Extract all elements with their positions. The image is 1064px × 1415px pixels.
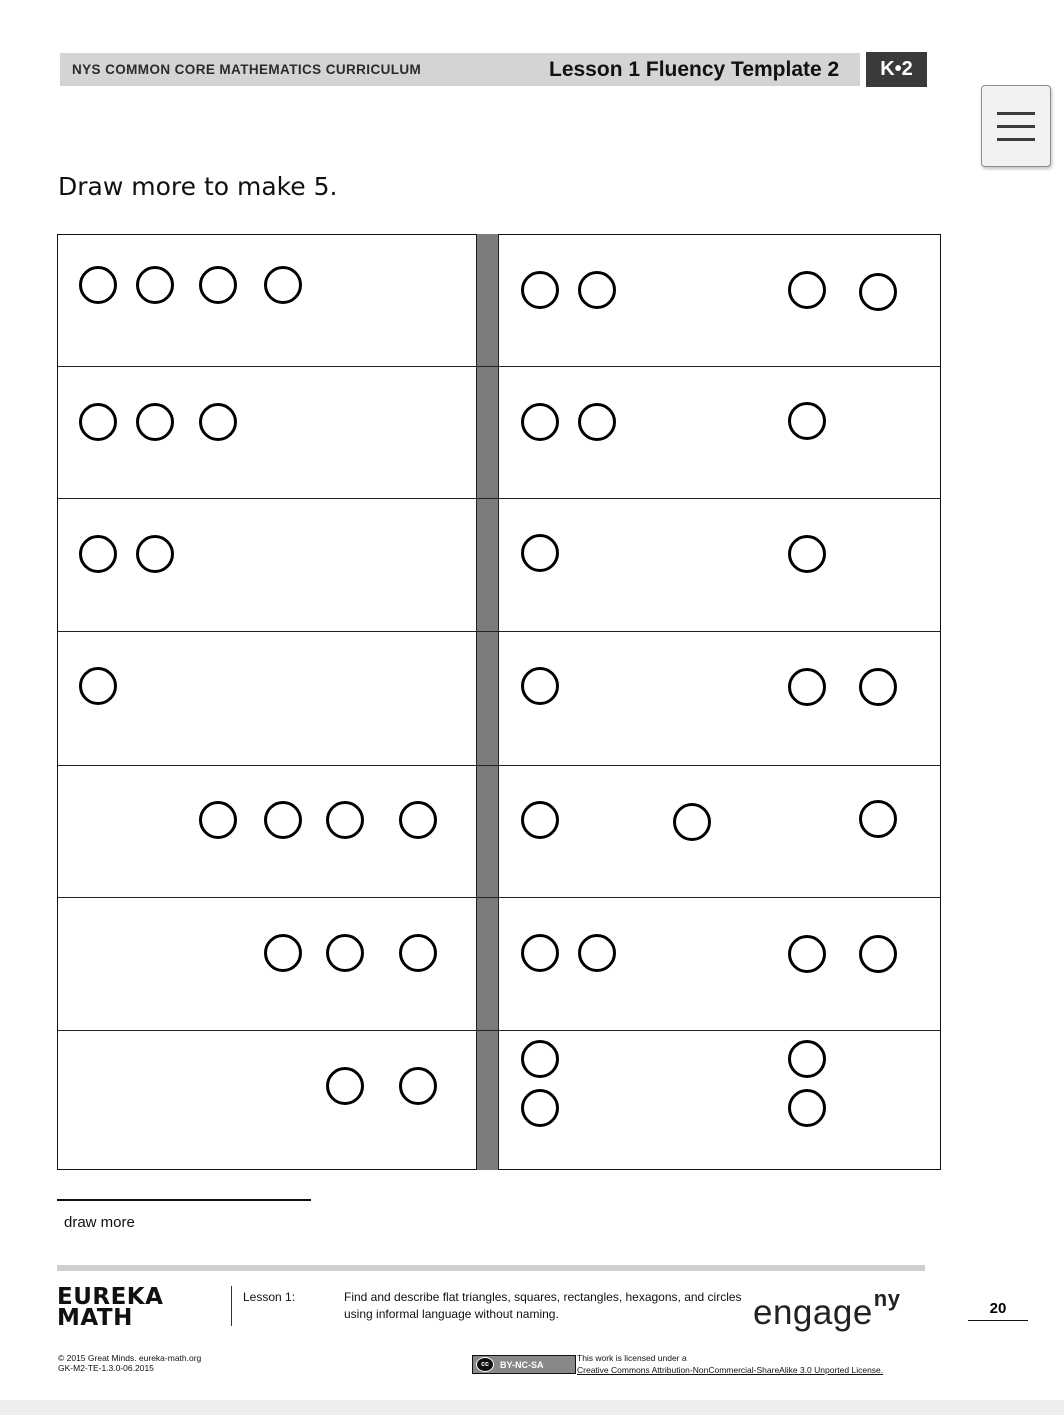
copyright <box>58 1353 201 1373</box>
lesson-label: Lesson 1: <box>243 1290 296 1304</box>
circle-icon <box>199 801 237 839</box>
circle-icon <box>521 934 559 972</box>
circle-icon <box>578 271 616 309</box>
hamburger-menu-icon <box>997 112 1035 115</box>
circle-icon <box>199 266 237 304</box>
circle-icon <box>326 1067 364 1105</box>
lesson-description: Find and describe flat triangles, squares, rectangles, hexagons, and circles using informal language without naming. <box>344 1290 742 1321</box>
circle-icon <box>521 403 559 441</box>
row-divider <box>57 631 941 632</box>
circle-icon <box>788 535 826 573</box>
license-line-1: This work is licensed under a <box>577 1353 687 1363</box>
license-link[interactable]: Creative Commons Attribution-NonCommercial-ShareAlike 3.0 Unported License. <box>577 1365 884 1375</box>
draw-more-label: draw more <box>64 1214 135 1231</box>
grade-module-badge: K•2 <box>866 52 927 87</box>
page-number: 20 <box>968 1300 1028 1321</box>
circle-icon <box>788 1089 826 1127</box>
copyright-line-2: GK-M2-TE-1.3.0-06.2015 <box>58 1363 154 1373</box>
circle-icon <box>578 403 616 441</box>
circle-icon <box>136 403 174 441</box>
logo-line-1: EUREKA <box>57 1284 164 1310</box>
row-divider <box>57 1030 941 1031</box>
row-divider <box>57 765 941 766</box>
circle-icon <box>399 934 437 972</box>
bottom-strip <box>0 1400 1064 1415</box>
circle-icon <box>136 535 174 573</box>
circle-icon <box>326 801 364 839</box>
circle-icon <box>136 266 174 304</box>
answer-line <box>57 1199 311 1201</box>
circle-icon <box>521 1089 559 1127</box>
circle-icon <box>859 800 897 838</box>
page-title: Lesson 1 Fluency Template 2 <box>549 58 840 81</box>
eureka-math-logo <box>57 1284 164 1331</box>
circle-icon <box>788 402 826 440</box>
circle-icon <box>521 667 559 705</box>
circle-icon <box>578 934 616 972</box>
circle-icon <box>79 667 117 705</box>
row-divider <box>57 366 941 367</box>
circle-icon <box>859 668 897 706</box>
brand-text: engage <box>753 1293 873 1332</box>
circle-icon <box>788 271 826 309</box>
circle-icon <box>788 668 826 706</box>
circle-icon <box>79 403 117 441</box>
instruction-text: Draw more to make 5. <box>58 172 338 201</box>
circle-icon <box>673 803 711 841</box>
footer-divider <box>231 1286 232 1326</box>
circle-icon <box>521 271 559 309</box>
license-text <box>577 1352 883 1376</box>
cc-badge-label: BY-NC-SA <box>500 1359 544 1370</box>
cc-license-badge[interactable] <box>472 1355 576 1374</box>
engageny-logo <box>753 1286 900 1333</box>
row-divider <box>57 498 941 499</box>
footer-rule <box>57 1265 925 1271</box>
circle-icon <box>264 934 302 972</box>
circle-icon <box>521 801 559 839</box>
logo-line-2: MATH <box>57 1305 133 1331</box>
circle-icon <box>521 534 559 572</box>
copyright-line-1: © 2015 Great Minds. eureka-math.org <box>58 1353 202 1363</box>
row-divider <box>57 897 941 898</box>
circle-icon <box>79 266 117 304</box>
menu-button[interactable] <box>981 85 1051 167</box>
curriculum-label: NYS COMMON CORE MATHEMATICS CURRICULUM <box>72 62 422 77</box>
creative-commons-icon: cc <box>476 1357 494 1372</box>
circle-icon <box>399 1067 437 1105</box>
circle-icon <box>859 273 897 311</box>
circle-icon <box>264 801 302 839</box>
brand-sup: ny <box>873 1286 901 1311</box>
circle-icon <box>264 266 302 304</box>
circle-icon <box>788 935 826 973</box>
circle-icon <box>79 535 117 573</box>
circle-icon <box>199 403 237 441</box>
circle-icon <box>399 801 437 839</box>
circle-icon <box>521 1040 559 1078</box>
circle-icon <box>788 1040 826 1078</box>
circle-icon <box>859 935 897 973</box>
circle-icon <box>326 934 364 972</box>
